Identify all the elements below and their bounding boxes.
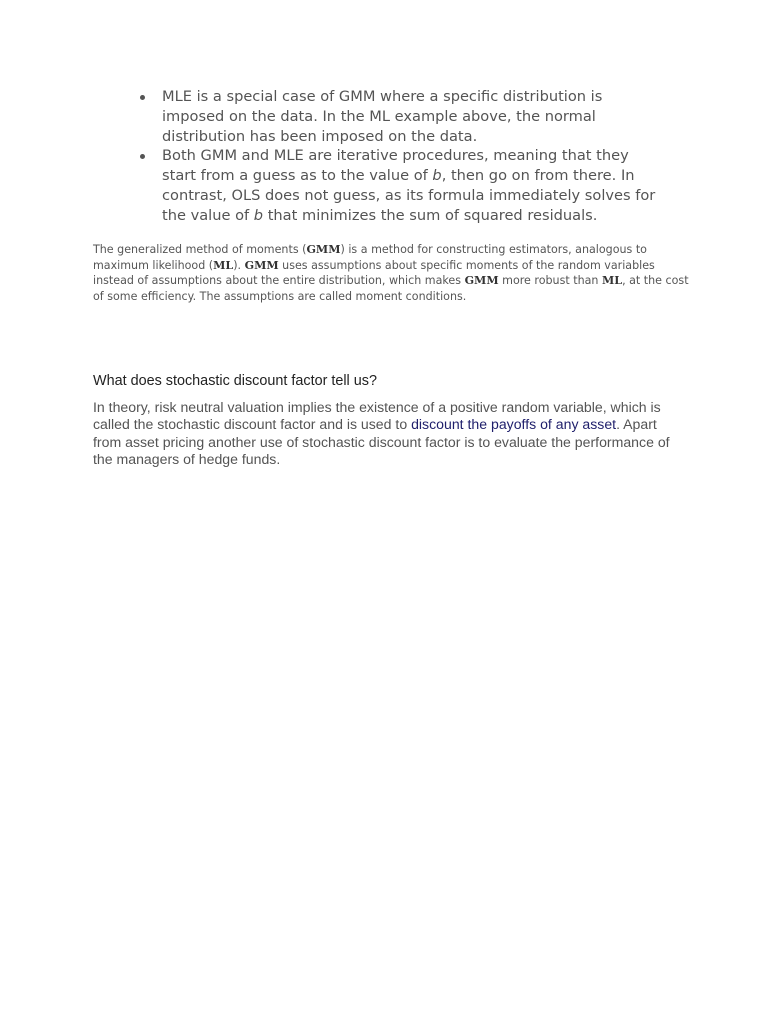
gmm-term: GMM [306,243,341,256]
bullet-text: MLE is a special case of GMM where a specific distribution is imposed on the data. In the ML example above, the normal distribution has been imposed on the data. [162,88,603,145]
question-heading: What does stochastic discount factor tell us? [93,373,377,389]
bullet-dot [140,154,145,159]
bullet-text-part: , then go on from there. In contrast, OLS does not guess, as its formula immediately solves for the value of [162,167,656,224]
bullet-text-part: that minimizes the sum of squared residuals. [263,206,598,224]
gmm-term: GMM [464,274,499,287]
text-part: uses assumptions about specific moments of the random variables instead of assumptions about the entire distribution, which makes [93,258,655,287]
bullet-item-iterative-procedures [162,146,662,225]
ml-term: ML [213,258,234,272]
text-part: The generalized method of moments ( [93,243,307,256]
discount-payoffs-link[interactable]: discount the payoffs of any asset [411,416,617,433]
text-part: . Apart from asset pricing another use of stochastic discount factor is to evaluate the performance of the managers of hedge funds. [93,416,670,467]
answer-paragraph [93,399,673,468]
variable-b: b [253,206,264,224]
bullet-list [162,87,662,226]
bullet-dot [140,95,145,100]
text-part: , at the cost of some efficiency. The assumptions are called moment conditions. [93,274,689,303]
text-part: In theory, risk neutral valuation implies the existence of a positive random variable, which is called the stochastic discount factor and is used to [93,399,661,433]
ml-term: ML [601,274,623,287]
text-part: more robust than [498,274,602,287]
bullet-item-mle-special-case [162,87,662,146]
bullet-text-part: Both GMM and MLE are iterative procedures, meaning that they start from a guess as to the value of [162,147,629,185]
gmm-term: GMM [244,258,279,272]
variable-b: b [432,167,442,185]
gmm-definition-paragraph [93,242,693,304]
text-part: ) is a method for constructing estimators, analogous to maximum likelihood ( [93,243,647,272]
text-part: ). [233,258,245,272]
